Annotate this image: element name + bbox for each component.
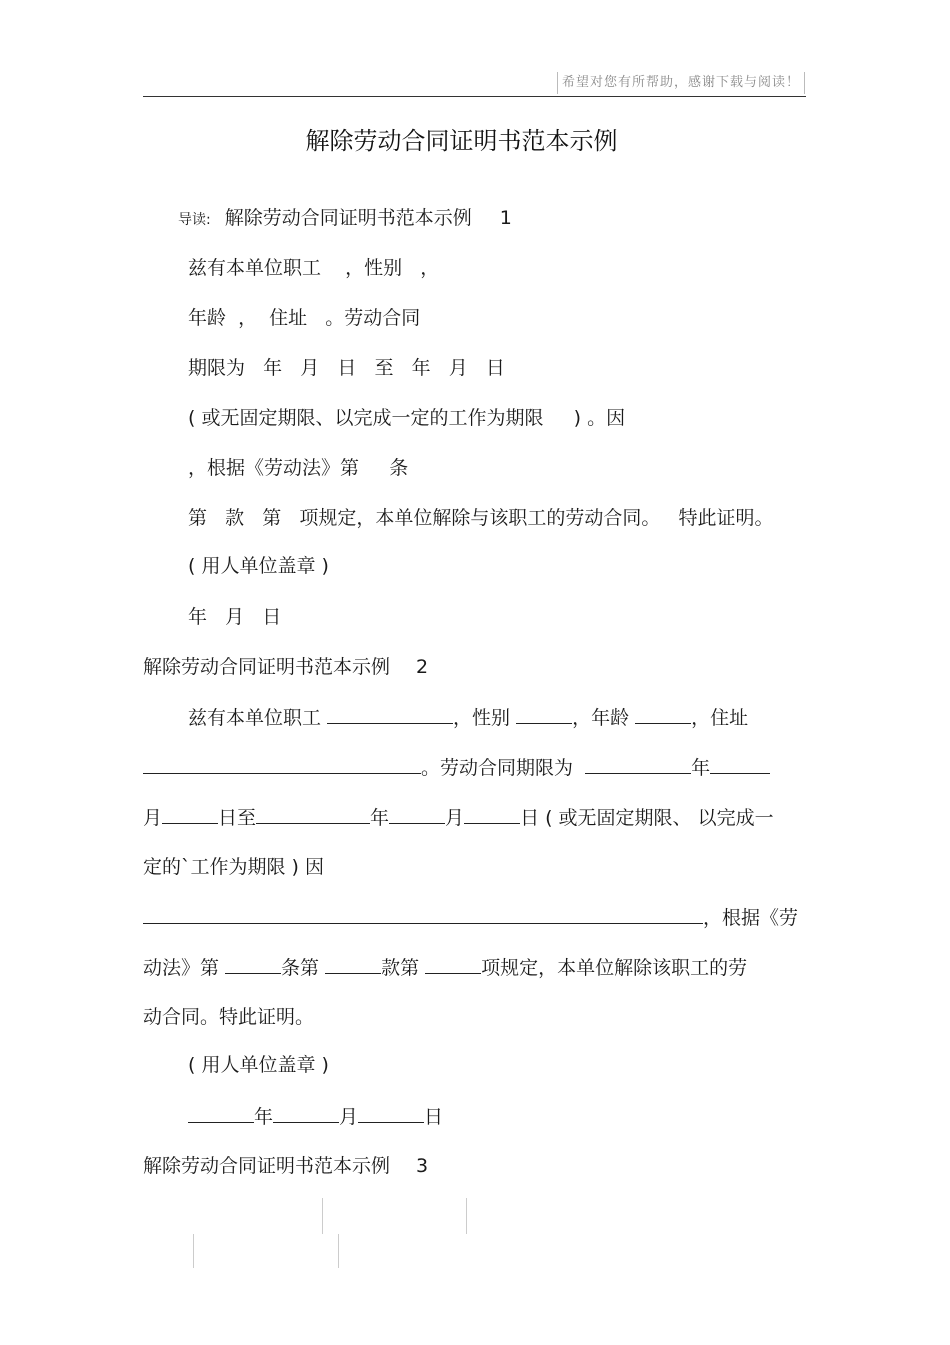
sample2-line-2: 。劳动合同期限为 年 xyxy=(143,754,770,781)
blank-end-month xyxy=(389,804,445,824)
blank-start-year xyxy=(585,754,691,774)
sample3-heading-text: 解除劳动合同证明书范本示例 xyxy=(143,1155,391,1177)
table-border-fragment xyxy=(466,1198,467,1234)
sample2-date: 年 月 日 xyxy=(188,1103,443,1130)
blank-start-month xyxy=(710,754,770,774)
blank-article xyxy=(225,954,281,974)
table-border-fragment xyxy=(193,1234,194,1268)
blank-end-day xyxy=(464,804,520,824)
sample2-heading-text: 解除劳动合同证明书范本示例 xyxy=(143,656,391,678)
sample2-line-6: 动法》第 条第 款第 项规定，本单位解除该职工的劳 xyxy=(143,954,747,981)
sample2-line-3: 月 日至 年 月 日 ( 或无固定期限、 以完成一 xyxy=(143,804,774,831)
blank-name xyxy=(327,704,453,724)
sample1-date: 年 月 日 xyxy=(188,606,282,628)
sample1-line-1: 兹有本单位职工 ，性别 ， xyxy=(188,257,440,279)
document-title: 解除劳动合同证明书范本示例 xyxy=(305,127,618,155)
blank-date-day xyxy=(358,1103,424,1123)
blank-gender xyxy=(516,704,572,724)
sample1-line-4: ( 或无固定期限、以完成一定的工作为期限 ) 。因 xyxy=(188,407,626,429)
sample3-heading xyxy=(143,1153,428,1179)
blank-end-year xyxy=(256,804,370,824)
intro-number: 1 xyxy=(499,207,512,229)
blank-date-year xyxy=(188,1103,254,1123)
sample1-stamp: ( 用人单位盖章 ) xyxy=(188,555,329,577)
sample1-line-3: 期限为 年 月 日 至 年 月 日 xyxy=(188,357,505,379)
intro-label: 导读: xyxy=(178,212,211,228)
table-border-fragment xyxy=(338,1234,339,1268)
sample2-line-5: ，根据《劳 xyxy=(143,904,798,931)
sample2-line-4: 定的`工作为期限 ) 因 xyxy=(143,856,324,878)
blank-start-day xyxy=(162,804,218,824)
blank-item xyxy=(425,954,481,974)
blank-reason xyxy=(143,904,703,924)
blank-clause xyxy=(325,954,381,974)
sample2-stamp: ( 用人单位盖章 ) xyxy=(188,1054,329,1076)
sample2-heading-number: 2 xyxy=(416,656,429,678)
sample1-line-6: 第 款 第 项规定，本单位解除与该职工的劳动合同。 特此证明。 xyxy=(188,507,774,529)
blank-address xyxy=(143,754,421,774)
table-border-fragment xyxy=(322,1198,323,1234)
sample2-line-7: 动合同。特此证明。 xyxy=(143,1006,315,1028)
intro-line xyxy=(178,205,512,233)
blank-age xyxy=(635,704,691,724)
blank-date-month xyxy=(273,1103,339,1123)
intro-text: 解除劳动合同证明书范本示例 xyxy=(224,207,472,229)
sample2-line-1: 兹有本单位职工 ，性别 ，年龄 ，住址 xyxy=(188,704,748,731)
sample3-heading-number: 3 xyxy=(416,1155,429,1177)
sample1-line-5: ，根据《劳动法》第 条 xyxy=(188,457,409,479)
header-tagline: 希望对您有所帮助，感谢下载与阅读！ xyxy=(557,72,805,94)
sample2-heading xyxy=(143,654,428,680)
sample1-line-2: 年龄 ， 住址 。劳动合同 xyxy=(188,307,421,329)
header-rule xyxy=(143,96,806,97)
